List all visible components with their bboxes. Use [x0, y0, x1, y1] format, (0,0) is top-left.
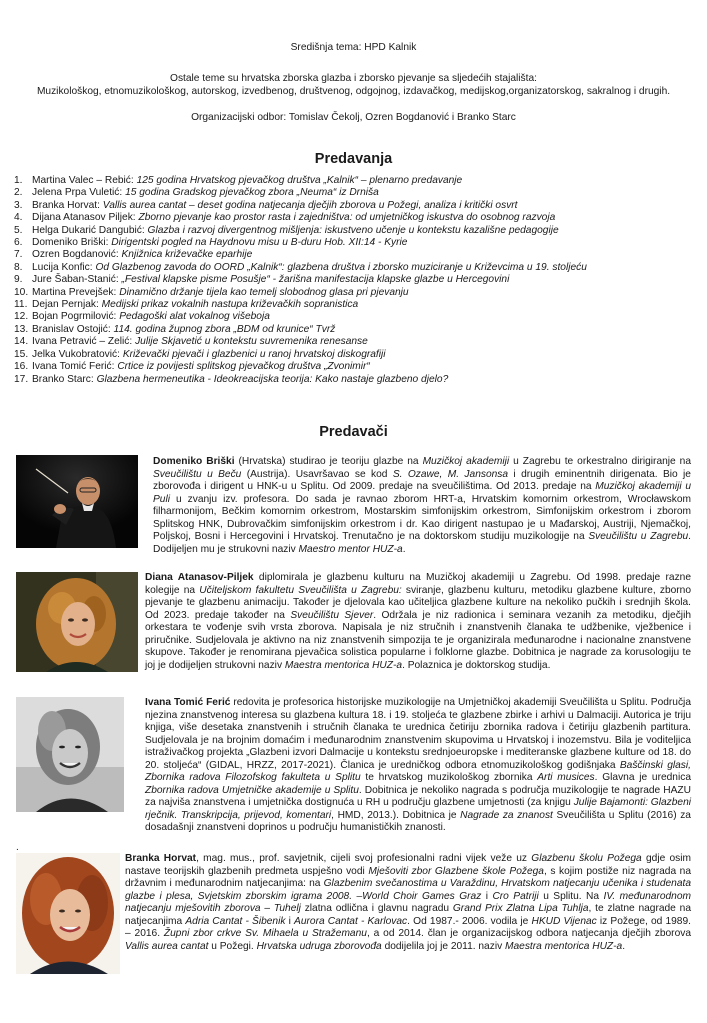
lecture-author: Martina Prevejšek:: [32, 286, 117, 298]
bio-segment: –: [260, 903, 274, 915]
bio-segment: dodijelila joj je 2011. naziv: [381, 940, 506, 952]
bio-segment: Vallis aurea cantat: [125, 940, 209, 952]
bio-segment: Hrvatska udruga zborovođa: [256, 940, 382, 952]
lecture-author: Dejan Pernjak:: [32, 299, 99, 311]
lecture-author: Dijana Atanasov Piljek:: [32, 212, 136, 224]
speaker-name: Branka Horvat: [125, 853, 197, 864]
bio-segment: te hrvatskog muzikološkog zbornika: [360, 772, 538, 784]
lecture-title: Križevački pjevači i glazbenici u ranoj hrvatskoj diskografiji: [122, 348, 386, 360]
bio-segment: u Splitu. Na: [538, 890, 604, 902]
bio-segment: Tuhelj: [273, 903, 301, 915]
lecture-author: Martina Valec – Rebić:: [32, 175, 134, 186]
lecture-number: 7.: [14, 249, 23, 261]
lecture-number: 10.: [14, 286, 29, 298]
bio-segment: . Polaznica je doktorskog studija.: [402, 659, 551, 671]
lecture-title: Zborno pjevanje kao prostor rasta i zajedništva: od umjetničkog iskustva do osobnog razvoja: [138, 212, 556, 224]
bio-segment: Muzičkoj akademiji u Puli: [153, 481, 691, 505]
bio-segment: . Održala je niz radionica i seminara vezanih za metodiku, dječjih orkestara te vođenje svih vrsta zborova. Napisala je niz stručnih i znanstvenih članaka te udžbenike, vježbenice i priručnike. Sudjelovala je aktivno na niz znanstvenih simpozija te je organizirala međunarodne i nacionalne znanstvene skupove. Također je renomirana pjevačica solistica popularne i folklorne glazbe. Dobitnica je nagrade za korusologiju te joj je dodijeljen strukovni naziv: [145, 609, 692, 671]
lecture-author: Branko Starc:: [32, 373, 94, 385]
lecture-title: Od Glazbenog zavoda do OORD „Kalnik“: glazbena društva i zborsko muziciranje u Križevcima u 19. stoljeću: [95, 261, 587, 273]
lecture-item: [14, 324, 694, 336]
bio-segment: , HMD, 2013.). Dobitnica je: [331, 809, 461, 821]
lecture-item: [14, 187, 694, 199]
lecture-author: Domeniko Briški:: [32, 237, 109, 249]
bio-segment: Baščinski glasi, Zbornika radova Filozofskog fakulteta u Splitu: [145, 759, 691, 784]
lecture-item: [14, 374, 694, 386]
bio-segment: zlatna odlična i glavnu nagradu: [300, 903, 453, 915]
bio-segment: .: [402, 543, 406, 555]
bio-segment: . Od 1987.- 2006. vodila je: [407, 915, 532, 927]
bio-segment: Maestra mentorica HUZ-a: [505, 940, 623, 952]
lecture-number: 2.: [14, 187, 23, 199]
speaker-bio-horvat: [125, 853, 691, 953]
lecture-number: 9.: [14, 274, 23, 286]
lecture-author: Lucija Konfic:: [32, 261, 93, 273]
lecture-number: 4.: [14, 212, 23, 224]
bio-segment: Maestro mentor HUZ-a: [298, 543, 403, 555]
lecture-title: Vallis aurea cantat – deset godina natjecanja dječjih zborova u Požegi, analiza i kritički osvrt: [102, 199, 518, 211]
lecture-item: [14, 274, 694, 286]
lecture-number: 13.: [14, 323, 29, 335]
bio-segment: u Zagrebu te orkestralno dirigiranje na: [509, 456, 692, 467]
lecture-title: Glazbena hermeneutika - Ideokreacijska teorija: Kako nastaje glazbeno djelo?: [96, 373, 449, 385]
bio-segment: Arti musices: [537, 772, 595, 784]
lecture-item: [14, 200, 694, 212]
bio-segment: Sveučilišta u Splitu (2016) za dosadašnji znanstveni doprinos u području humanističkih znanosti.: [145, 809, 691, 834]
bio-segment: gdje osim nastave teorijskih glazbenih predmeta uspješno vodi: [125, 853, 691, 877]
bio-segment: , te zlatne nagrade na natjecanjima: [125, 903, 691, 927]
speaker-name: Diana Atanasov-Piljek: [145, 572, 254, 583]
bio-segment: redovita je profesorica historijske muzikologije na Umjetničkoj akademiji Sveučilišta u Splitu. Područja njezina znanstvenog interesa su glazbena kultura 18. i 19. stoljeća te glazbene zbirke i arhivi u Dalmaciji. Autorica je triju knjiga, više desetaka znanstvenih i stručnih članaka te urednica četiriju zbornika radova i četiriju glazbenih partitura. Sudjelovala je na brojnim domaćim i međunarodnim znanstvenim skupovima u Hrvatskoj i inozemstvu. Bila je voditeljica istraživačkog projekta „Glazbeni izvori Dalmacije u kontekstu srednjoeuropske i mediteranske glazbene kulture od 18. do 20. stoljeća“ (GIDAL, HRZZ, 2017-2021). Članica je uredničkog odbora etnomuzikološkog godišnjaka: [145, 697, 691, 771]
lecture-item: [14, 336, 694, 348]
bio-segment: Muzičkoj akademiji: [422, 456, 510, 467]
lecture-item: [14, 225, 694, 237]
stray-dot: .: [16, 842, 19, 853]
bio-segment: Julije Bajamonti: Glazbeni rječnik. Transkripcija, prijevod, komentari: [145, 797, 692, 821]
lecture-title: 125 godina Hrvatskog pjevačkog društva „Kalnik“ – plenarno predavanje: [136, 175, 463, 186]
lecture-author: Ozren Bogdanović:: [32, 249, 119, 261]
lecture-title: „Festival klapske pisme Posušje“ - žarišna manifestacija klapske glazbe u Hercegovini: [121, 274, 510, 286]
bio-segment: Učiteljskom fakultetu Sveučilišta u Zagrebu:: [199, 584, 402, 596]
other-topics-line-1: Ostale teme su hrvatska zborska glazba i zborsko pjevanje sa sljedećih stajališta:: [170, 73, 537, 84]
bio-segment: HKUD Vijenac: [531, 915, 597, 927]
lecture-title: Julije Skjavetić u kontekstu suvremenika renesanse: [135, 336, 368, 348]
lecture-item: [14, 287, 694, 299]
lecture-number: 16.: [14, 361, 29, 373]
lecture-item: [14, 262, 694, 274]
bio-segment: sviranje, glazbenu kulturu, metodiku glazbene kulture, zborno pjevanje te glazbenu animaciju. Također je djelovala kao učiteljica glazbene kulture na nekoliko pučkih i srednjih škola. Od 2023. predaje također na: [145, 584, 692, 621]
bio-segment: Sveučilištu u Beču: [153, 468, 242, 480]
lecture-number: 1.: [14, 175, 23, 186]
bio-segment: Sveučilištu Sjever: [290, 609, 374, 621]
bio-segment: , mag. mus., prof. savjetnik, cijeli svoj profesionalni radni vijek veže uz: [196, 853, 532, 864]
lecture-author: Jelena Prpa Vuletić:: [32, 187, 123, 199]
portrait-photo-ivana: [16, 697, 124, 812]
lecture-title: 114. godina župnog zbora „BDM od krunice“ Tvrž: [113, 323, 336, 335]
bio-segment: Sveučilištu u Zagrebu: [588, 531, 689, 543]
bio-segment: (Austrija). Usavršavao se kod: [241, 468, 393, 480]
lecture-number: 11.: [14, 299, 28, 311]
bio-segment: Nagrade za znanost: [460, 809, 553, 821]
bio-segment: Župni zbor crkve Sv. Mihaela u Stražemanu: [163, 928, 367, 940]
bio-segment: Zbornika radova Umjetničke akademije u Splitu: [145, 784, 359, 796]
lecture-author: Jelka Vukobratović:: [32, 348, 120, 360]
speaker-name: Ivana Tomić Ferić: [145, 697, 231, 708]
lecture-item: [14, 237, 694, 249]
lecture-title: 15 godina Gradskog pjevačkog zbora „Neuma“ iz Drniša: [125, 187, 379, 199]
bio-segment: , s kojim postiže niz nagrada na državnim i međunarodnim natjecanjima: na: [125, 865, 692, 890]
lecture-title: Crtice iz povijesti splitskog pjevačkog društva „Zvonimir“: [117, 361, 370, 373]
conductor-photo: [16, 455, 138, 548]
speaker-bio-atanasov: [145, 572, 691, 672]
lecture-title: Glazba i razvoj divergentnog mišljenja: iskustveno učenje u kontekstu kazališne pedagogije: [147, 224, 559, 236]
lecture-number: 6.: [14, 237, 23, 249]
lecture-number: 3.: [14, 199, 23, 211]
lecture-item: [14, 299, 694, 311]
lecture-number: 14.: [14, 336, 29, 348]
lecture-item: [14, 175, 694, 187]
speaker-bio-briski: [153, 456, 691, 556]
lecture-title: Dinamično držanje tijela kao temelj slobodnog glasa pri pjevanju: [119, 286, 409, 298]
lecture-number: 17.: [14, 373, 29, 385]
bio-segment: (Hrvatska) studirao je teoriju glazbe na: [234, 456, 423, 467]
lecture-number: 8.: [14, 261, 23, 273]
portrait-photo-diana: [16, 572, 138, 672]
lecture-title: Pedagoški alat vokalnog višeboja: [119, 311, 270, 323]
speaker-name: Domeniko Briški: [153, 456, 235, 467]
bio-segment: . Glavna je urednica: [594, 772, 691, 784]
lecture-number: 5.: [14, 224, 23, 236]
bio-segment: Maestra mentorica HUZ-a: [284, 659, 403, 671]
bio-segment: i: [481, 890, 493, 902]
lecture-item: [14, 212, 694, 224]
other-topics-line-2: Muzikološkog, etnomuzikološkog, autorskog, izvedbenog, društvenog, odgojnog, izdavačkog, medijskog,organizatorskog, sakralnog i drugih.: [36, 85, 671, 97]
bio-segment: Cro Patriji: [492, 890, 539, 902]
bio-segment: Glazbenim svečanostima u Varaždinu, Hrvatskom natjecanju učenika i studenata glazbe i plesa, Svjetskim zborskim igrama 2008. –World Choir Games Graz: [125, 878, 691, 902]
lecture-item: [14, 249, 694, 261]
lecture-author: Jure Šaban-Stanić:: [32, 274, 119, 286]
lecture-item: [14, 349, 694, 361]
committee-line: Organizacijski odbor: Tomislav Čekolj, Ozren Bogdanović i Branko Starc: [191, 112, 516, 123]
lectures-list: [14, 175, 694, 386]
bio-segment: .: [622, 940, 626, 952]
bio-segment: Adria Cantat - Šibenik: [185, 915, 286, 927]
bio-segment: u zvanju izv. profesora. Do sada je ravnao zborom HRT-a, Hrvatskim komornim orkestrom, Wrocławskom filharmonijom, Bečkim komornim orkestrom, Mostarskim simfonijskim orkestrom, Simfonijskim orkestrom i zborom Splitskog HNK, Dubrovačkim simfonijskim orkestrom i dr. Kao dirigent nastupao je u Mađarskoj, Austriji, Njemačkoj, Poljskoj, Bosni i Hercegovini i Hrvatskoj. Trenutačno je na doktorskom studiju muzikologije na: [153, 493, 691, 543]
lecture-item: [14, 361, 694, 373]
bio-segment: iz Požege, od 1989. – 2016.: [125, 915, 691, 940]
lecture-author: Ivana Tomić Ferić:: [32, 361, 115, 373]
lecture-title: Medijski prikaz vokalnih nastupa križevačkih sopranistica: [101, 299, 359, 311]
lecture-title: Knjižnica križevačke eparhije: [121, 249, 253, 261]
bio-segment: . Dobitnica je nekoliko nagrada s područja muzikologije te nagrade HAZU za najviša znanstvena i umjetnička dostignuća u RH u području glazbene umjetnosti (za knjigu: [145, 784, 691, 809]
portrait-photo-branka: [16, 853, 120, 974]
other-topics: [0, 73, 707, 98]
speakers-heading: Predavači: [319, 424, 388, 440]
bio-segment: S. Ozawe, M. Jansonsa: [392, 468, 509, 480]
bio-segment: . Dodijeljen mu je strukovni naziv: [153, 531, 692, 555]
lecture-author: Branislav Ostojić:: [32, 323, 111, 335]
lecture-title: Dirigentski pogled na Haydnovu misu u B-duru Hob. XII:14 - Kyrie: [111, 237, 408, 249]
bio-segment: Mješoviti zbor Glazbene škole Požega: [368, 865, 544, 877]
speaker-bio-tomic: [145, 697, 691, 835]
lectures-heading: Predavanja: [314, 151, 393, 167]
bio-segment: i drugih eminentnih dirigenata. Bio je zborovođa i dirigent u HNK-u u Splitu. Od 2009. predaje na sveučilištima. Od 2013. predaje na: [153, 468, 691, 493]
lecture-author: Helga Dukarić Dangubić:: [32, 224, 145, 236]
lecture-author: Branka Horvat:: [32, 199, 100, 211]
bio-segment: IV. međunarodnom natjecanju mješovitih zborova: [125, 890, 691, 915]
bio-segment: diplomirala je glazbenu kulturu na Muzičkoj akademiji u Zagrebu. Od 1998. predaje razne kolegije na: [145, 572, 691, 596]
bio-segment: Grand Prix Zlatna Lipa Tuhlja: [452, 903, 589, 915]
bio-segment: u Požegi.: [208, 940, 257, 952]
lecture-author: Bojan Pogrmilović:: [32, 311, 117, 323]
bio-segment: Aurora Cantat - Karlovac: [294, 915, 408, 927]
lecture-number: 15.: [14, 348, 29, 360]
bio-segment: Glazbenu školu Požega: [531, 853, 642, 864]
bio-segment: i: [285, 915, 295, 927]
lecture-author: Ivana Petravić – Zelić:: [32, 336, 133, 348]
bio-segment: , a od 2014. član je organizacijskog odbora natjecanja dječjih zborova: [366, 928, 691, 940]
lecture-number: 12.: [14, 311, 29, 323]
topic-line: Središnja tema: HPD Kalnik: [290, 42, 417, 53]
lecture-item: [14, 311, 694, 323]
